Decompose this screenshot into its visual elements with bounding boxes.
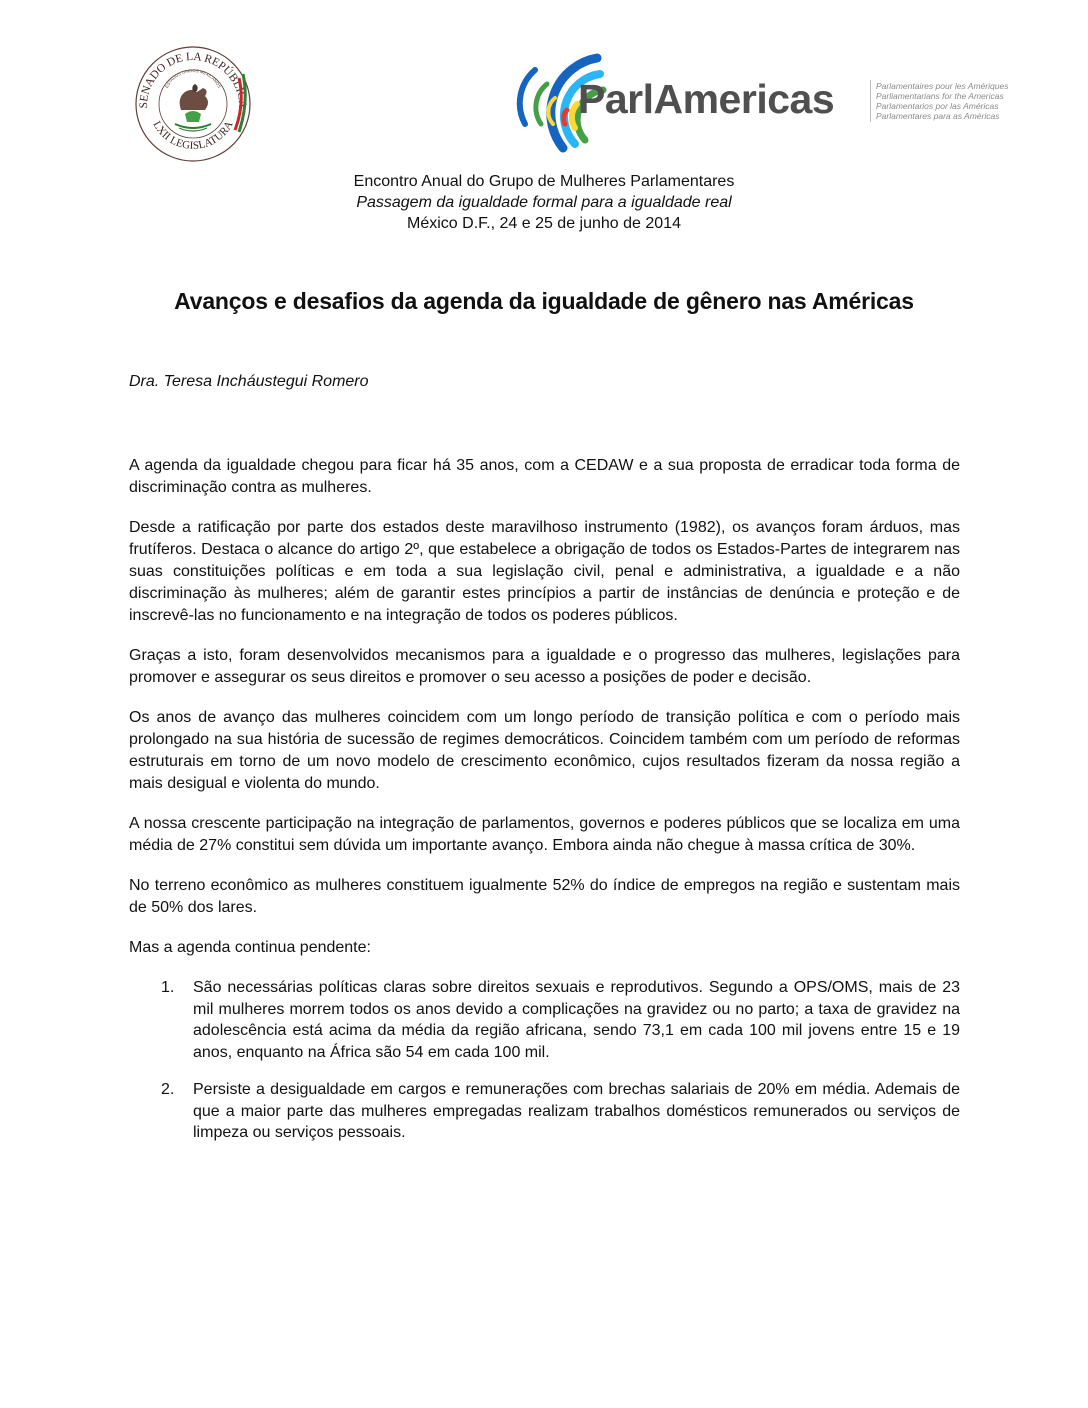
list-item <box>129 977 960 1063</box>
paragraph: Desde a ratificação por parte dos estados deste maravilhoso instrumento (1982), os avanços foram árduos, mas frutíferos. Destaca o alcance do artigo 2º, que estabelece a obrigação de todos os Estados-Partes de integrarem nas suas constituições políticas e em toda a sua legislação civil, penal e administrativa, a igualdade e a não discriminação às mulheres; além de garantir estes princípios a partir de instâncias de denúncia e proteção e de inscrevê-las no funcionamento e na integração de todos os poderes públicos. <box>129 519 960 624</box>
seal-bottom-text: LXII LEGISLATURA <box>150 119 236 152</box>
event-header <box>200 171 888 234</box>
list-item <box>129 1079 960 1144</box>
document-title: Avanços e desafios da agenda da igualdade de gênero nas Américas <box>174 288 914 314</box>
seal-top-text: SENADO DE LA REPÚBLICA <box>137 50 249 109</box>
tagline-pt: Parlamentares para as Américas <box>876 111 1000 121</box>
paragraph: Graças a isto, foram desenvolvidos mecanismos para a igualdade e o progresso das mulheres, legislações para promover e assegurar os seus direitos e promover o seu acesso a posições de poder e decisão. <box>129 647 960 686</box>
document-body <box>129 455 960 1160</box>
paragraph: No terreno econômico as mulheres constituem igualmente 52% do índice de empregos na região e sustentam mais de 50% dos lares. <box>129 877 960 916</box>
list-item-number: 1. <box>161 979 175 996</box>
seal-inner-text: ESTADOS UNIDOS MEXICANOS <box>164 67 222 89</box>
list-item-number: 2. <box>161 1081 175 1098</box>
list-item-text: São necessárias políticas claras sobre direitos sexuais e reprodutivos. Segundo a OPS/OMS, mais de 23 mil mulheres morrem todos os anos devido a complicações na gravidez ou no parto; a taxa de gravidez na adolescência está acima da média da região africana, sendo 73,1 em cada 100 mil jovens entre 15 e 19 anos, enquanto na África são 54 em cada 100 mil. <box>193 979 960 1061</box>
author-name: Dra. Teresa Incháustegui Romero <box>129 373 369 390</box>
event-name: Encontro Anual do Grupo de Mulheres Parlamentares <box>353 173 735 190</box>
parlamericas-wordmark: ParlAmericas <box>578 76 835 122</box>
numbered-list <box>129 977 960 1144</box>
paragraph: Os anos de avanço das mulheres coincidem com um longo período de transição política e com o período mais prolongado na sua história de sucessão de regimes democráticos. Coincidem também com um período de reformas estruturais em torno de um novo modelo de crescimento econômico, cujos resultados fizeram da nossa região a mais desigual e violenta do mundo. <box>129 709 960 792</box>
paragraph: A nossa crescente participação na integração de parlamentos, governos e poderes públicos que se localiza em uma média de 27% constitui sem dúvida um importante avanço. Embora ainda não chegue à massa crítica de 30%. <box>129 815 960 854</box>
tagline-es: Parlamentarios por las Américas <box>876 101 999 111</box>
senado-seal-logo <box>131 44 255 162</box>
tagline-en: Parliamentarians for the Americas <box>876 91 1004 101</box>
event-date-location: México D.F., 24 e 25 de junho de 2014 <box>407 215 681 232</box>
logo-divider <box>870 80 871 122</box>
paragraph: A agenda da igualdade chegou para ficar há 35 anos, com a CEDAW e a sua proposta de erradicar toda forma de discriminação contra as mulheres. <box>129 457 960 496</box>
paragraph: Mas a agenda continua pendente: <box>129 939 371 956</box>
list-item-text: Persiste a desigualdade em cargos e remunerações com brechas salariais de 20% em média. Ademais de que a maior parte das mulheres empregadas realizam trabalhos domésticos remunerados ou serviços de limpeza ou serviços pessoais. <box>193 1081 960 1141</box>
parlamericas-taglines <box>876 81 1056 121</box>
tagline-fr: Parlamentaires pour les Amériques <box>876 81 1009 91</box>
event-theme: Passagem da igualdade formal para a igualdade real <box>356 194 732 211</box>
eagle-emblem-icon <box>175 84 211 131</box>
